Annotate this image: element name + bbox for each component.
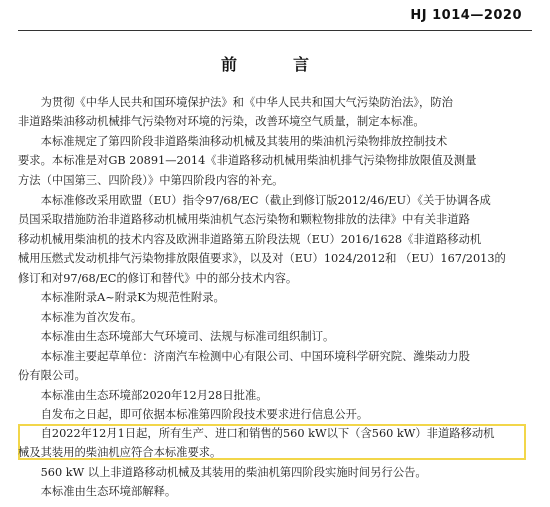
paragraph-3-line-4: 械用压燃式发动机排气污染物排放限值要求》，以及对（EU）1024/2012和 （EU）167/2013的 — [18, 252, 506, 265]
paragraph-2-line-1: 本标准规定了第四阶段非道路柴油移动机械及其装用的柴油机污染物排放控制技术 — [40, 135, 448, 148]
paragraph-3-line-5: 修订和对97/68/EC的修订和替代》中的部分技术内容。 — [18, 272, 298, 285]
paragraph-8: 本标准由生态环境部2020年12月28日批准。 — [40, 389, 268, 402]
header-rule — [18, 30, 532, 31]
paragraph-9: 自发布之日起，即可依据本标准第四阶段技术要求进行信息公开。 — [40, 408, 369, 421]
paragraph-5: 本标准为首次发布。 — [40, 311, 143, 324]
paragraph-6: 本标准由生态环境部大气环境司、法规与标准司组织制订。 — [40, 330, 335, 343]
paragraph-10-line-1: 自2022年12月1日起，所有生产、进口和销售的560 kW以下（含560 kW）非道路移动机 — [40, 427, 495, 440]
paragraph-12: 本标准由生态环境部解释。 — [40, 485, 177, 498]
paragraph-7-line-1: 本标准主要起草单位：济南汽车检测中心有限公司、中国环境科学研究院、潍柴动力股 — [40, 350, 470, 363]
paragraph-3-line-3: 移动机械用柴油机的技术内容及欧洲非道路第五阶段法规（EU）2016/1628《非道路移动机 — [18, 233, 482, 246]
paragraph-3-line-2: 员国采取措施防治非道路移动机械用柴油机气态污染物和颗粒物排放的法律》中有关非道路 — [18, 213, 470, 226]
paragraph-11: 560 kW 以上非道路移动机械及其装用的柴油机第四阶段实施时间另行公告。 — [40, 466, 427, 479]
paragraph-2-line-2: 要求。本标准是对GB 20891—2014《非道路移动机械用柴油机排气污染物排放限值及测量 — [18, 154, 477, 167]
paragraph-1-line-2: 非道路柴油移动机械排气污染物对环境的污染，改善环境空气质量，制定本标准。 — [18, 115, 425, 128]
page-title: 前 言 — [220, 55, 329, 74]
standard-code: HJ 1014—2020 — [410, 8, 522, 23]
paragraph-1-line-1: 为贯彻《中华人民共和国环境保护法》和《中华人民共和国大气污染防治法》，防治 — [40, 96, 453, 109]
paragraph-4: 本标准附录A~附录K为规范性附录。 — [40, 291, 225, 304]
paragraph-7-line-2: 份有限公司。 — [18, 369, 86, 382]
paragraph-3-line-1: 本标准修改采用欧盟（EU）指令97/68/EC（截止到修订版2012/46/EU）《关于协调各成 — [40, 194, 491, 207]
paragraph-2-line-3: 方法（中国第三、四阶段）》中第四阶段内容的补充。 — [18, 174, 284, 187]
paragraph-10-line-2: 械及其装用的柴油机应符合本标准要求。 — [18, 446, 222, 459]
